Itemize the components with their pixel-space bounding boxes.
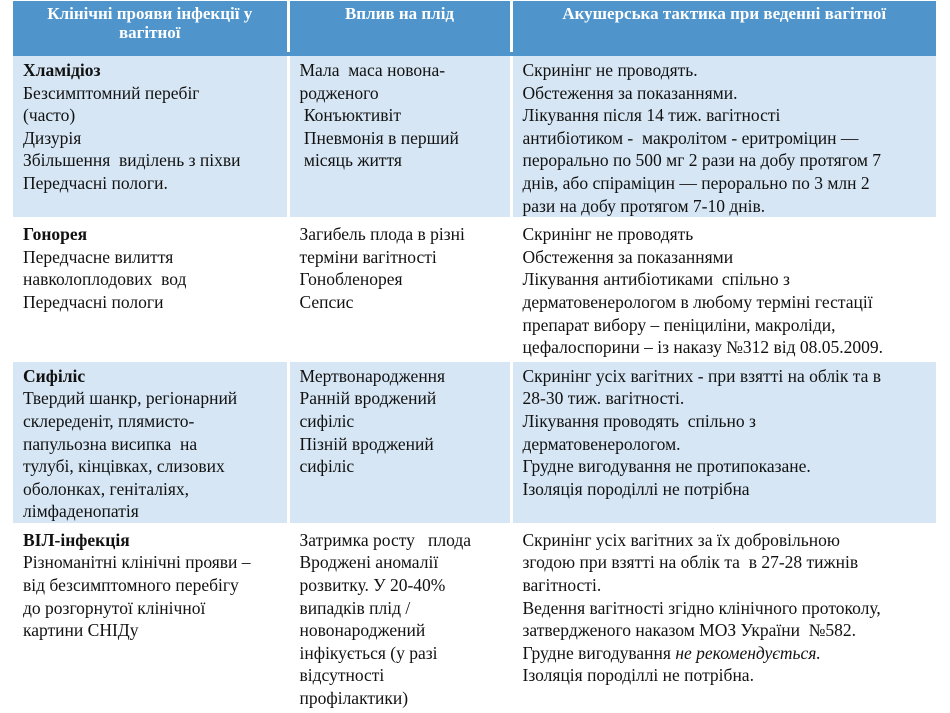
tactics-line bbox=[523, 314, 931, 337]
symptom-line: Передчасні пологи bbox=[23, 291, 164, 312]
tactics-cell bbox=[511, 54, 936, 219]
table-row bbox=[13, 219, 936, 361]
symptom-line: Дизурія bbox=[23, 127, 82, 148]
fetal-impact-line: сифіліс bbox=[299, 410, 355, 431]
fetal-impact-cell bbox=[288, 54, 511, 219]
clinical-cell bbox=[13, 360, 288, 524]
tactics-text: дерматовенерологом в любому терміні гестації bbox=[522, 291, 873, 312]
tactics-line bbox=[523, 529, 931, 552]
symptom-line: Передчасні пологи. bbox=[23, 172, 168, 193]
tactics-text: затвердженого наказом МОЗ України №582. bbox=[522, 620, 857, 641]
fetal-impact-line: Сепсис bbox=[299, 291, 354, 312]
fetal-impact-line: родженого bbox=[299, 82, 379, 103]
tactics-emphasis: не рекомендується. bbox=[675, 642, 821, 663]
fetal-impact-cell bbox=[288, 219, 511, 361]
table-row bbox=[13, 54, 936, 219]
infection-title: ВІЛ-інфекція bbox=[23, 529, 130, 550]
fetal-impact-line: Загибель плода в різні bbox=[299, 224, 465, 245]
tactics-line bbox=[523, 104, 931, 127]
tactics-text: Скринінг не проводять. bbox=[522, 60, 698, 80]
tactics-text: Скринінг не проводять bbox=[522, 224, 694, 245]
table-row bbox=[13, 524, 936, 710]
tactics-line bbox=[523, 455, 931, 478]
fetal-impact-line: відсутності bbox=[299, 665, 385, 686]
tactics-line bbox=[523, 59, 931, 82]
tactics-line bbox=[523, 387, 931, 410]
tactics-text: Лікування антибіотиками спільно з bbox=[522, 269, 790, 290]
symptom-line: склереденіт, плямисто- bbox=[23, 410, 195, 431]
tactics-text: Обстеження за показаннями. bbox=[522, 82, 738, 103]
symptom-line: від безсимптомного перебігу bbox=[23, 575, 239, 596]
fetal-impact-line: Пізній вроджений bbox=[299, 433, 434, 454]
table-row bbox=[13, 360, 936, 524]
tactics-line bbox=[523, 223, 931, 246]
fetal-impact-line: Мертвонародження bbox=[299, 365, 446, 386]
symptom-line: Передчасне вилиття bbox=[23, 246, 174, 267]
tactics-line bbox=[523, 433, 931, 456]
fetal-impact-line: Пневмонія в перший bbox=[299, 127, 459, 148]
tactics-text: Ізоляція породіллі не потрібна bbox=[522, 478, 750, 499]
fetal-impact-cell bbox=[288, 524, 511, 710]
tactics-line bbox=[523, 268, 931, 291]
tactics-text: 28-30 тиж. вагітності. bbox=[522, 388, 685, 409]
tactics-text: антибіотиком - макролітом - еритроміцин — bbox=[522, 127, 859, 148]
fetal-impact-line: розвитку. У 20-40% bbox=[299, 575, 446, 596]
tactics-text: Лікування після 14 тиж. вагітності bbox=[522, 105, 781, 126]
tactics-cell bbox=[511, 219, 936, 361]
tactics-text: Ведення вагітності згідно клінічного протоколу, bbox=[522, 597, 881, 618]
infection-title: Гонорея bbox=[23, 224, 88, 245]
tactics-line bbox=[523, 478, 931, 501]
symptom-line: Твердий шанкр, регіонарний bbox=[23, 388, 238, 409]
infection-table bbox=[13, 1, 936, 710]
tactics-line bbox=[523, 127, 931, 150]
tactics-line bbox=[523, 149, 931, 172]
header-fetal-impact: Вплив на плід bbox=[288, 1, 511, 54]
tactics-text: Обстеження за показаннями bbox=[522, 246, 734, 267]
tactics-line bbox=[523, 195, 931, 218]
tactics-text: Скринінг усіх вагітних за їх добровільною bbox=[522, 529, 840, 550]
infection-title: Хламідіоз bbox=[23, 60, 101, 80]
symptom-line: до розгорнутої клінічної bbox=[23, 597, 206, 618]
clinical-cell bbox=[13, 219, 288, 361]
tactics-line bbox=[523, 410, 931, 433]
symptom-line: навколоплодових вод bbox=[23, 269, 187, 290]
symptom-line: картини СНІДу bbox=[23, 620, 139, 641]
tactics-text: вагітності. bbox=[522, 575, 602, 596]
tactics-line bbox=[523, 365, 931, 388]
fetal-impact-line: Ранній вроджений bbox=[299, 388, 437, 409]
symptom-line: Різноманітні клінічні прояви – bbox=[23, 552, 251, 573]
tactics-text: Грудне вигодування не протипоказане. bbox=[522, 456, 811, 477]
fetal-impact-line: Вроджені аномалії bbox=[299, 552, 439, 573]
fetal-impact-line: інфікується (у разі bbox=[299, 642, 438, 663]
symptom-line: Збільшення виділень з піхви bbox=[23, 150, 241, 171]
tactics-text: перорально по 500 мг 2 рази на добу протягом 7 bbox=[522, 150, 882, 171]
tactics-text: Грудне вигодування bbox=[522, 642, 676, 663]
fetal-impact-line: Конъюктивіт bbox=[299, 105, 401, 126]
tactics-line bbox=[523, 574, 931, 597]
tactics-text: Лікування проводять спільно з bbox=[522, 410, 756, 431]
tactics-cell bbox=[511, 360, 936, 524]
tactics-text: препарат вибору – пеніциліни, макроліди, bbox=[522, 314, 836, 335]
symptom-line: лімфаденопатія bbox=[23, 501, 139, 522]
tactics-text: цефалоспорини – із наказу №312 від 08.05.2009. bbox=[522, 337, 884, 358]
fetal-impact-line: новонароджений bbox=[299, 620, 426, 641]
fetal-impact-line: сифіліс bbox=[299, 456, 355, 477]
tactics-line bbox=[523, 664, 931, 687]
tactics-text: днів, або спіраміцин — перорально по 3 млн 2 bbox=[522, 172, 870, 193]
tactics-text: Ізоляція породіллі не потрібна. bbox=[522, 665, 754, 686]
fetal-impact-line: Гонобленорея bbox=[299, 269, 403, 290]
tactics-line bbox=[523, 551, 931, 574]
fetal-impact-line: Затримка росту плода bbox=[299, 529, 472, 550]
fetal-impact-line: терміни вагітності bbox=[299, 246, 437, 267]
tactics-text: рази на добу протягом 7-10 днів. bbox=[522, 195, 766, 216]
fetal-impact-line: випадків плід / bbox=[299, 597, 411, 618]
clinical-cell bbox=[13, 54, 288, 219]
symptom-line: тулубі, кінцівках, слизових bbox=[23, 456, 225, 477]
tactics-text: дерматовенерологом. bbox=[522, 433, 681, 454]
header-obstetric-tactics: Акушерська тактика при веденні вагітної bbox=[511, 1, 936, 54]
tactics-line bbox=[523, 246, 931, 269]
symptom-line: оболонках, геніталіях, bbox=[23, 478, 190, 499]
fetal-impact-line: місяць життя bbox=[299, 150, 402, 171]
table-header-row bbox=[13, 1, 936, 54]
tactics-line bbox=[523, 82, 931, 105]
header-clinical-manifestations: Клінічні прояви інфекції у вагітної bbox=[13, 1, 288, 54]
tactics-line bbox=[523, 597, 931, 620]
tactics-line bbox=[523, 619, 931, 642]
tactics-text: згодою при взятті на облік та в 27-28 тижнів bbox=[522, 552, 859, 573]
tactics-line bbox=[523, 291, 931, 314]
tactics-cell bbox=[511, 524, 936, 710]
symptom-line: папульозна висипка на bbox=[23, 433, 198, 454]
infection-title: Сифіліс bbox=[23, 365, 86, 386]
tactics-line bbox=[523, 336, 931, 359]
clinical-cell bbox=[13, 524, 288, 710]
fetal-impact-line: Мала маса новона- bbox=[299, 60, 446, 80]
tactics-line bbox=[523, 642, 931, 665]
fetal-impact-line: профілактики) bbox=[299, 688, 409, 709]
symptom-line: Безсимптомний перебіг bbox=[23, 82, 200, 103]
tactics-line bbox=[523, 172, 931, 195]
fetal-impact-cell bbox=[288, 360, 511, 524]
tactics-text: Скринінг усіх вагітних - при взятті на облік та в bbox=[522, 365, 882, 386]
table-body bbox=[13, 54, 936, 710]
symptom-line: (часто) bbox=[23, 105, 76, 126]
